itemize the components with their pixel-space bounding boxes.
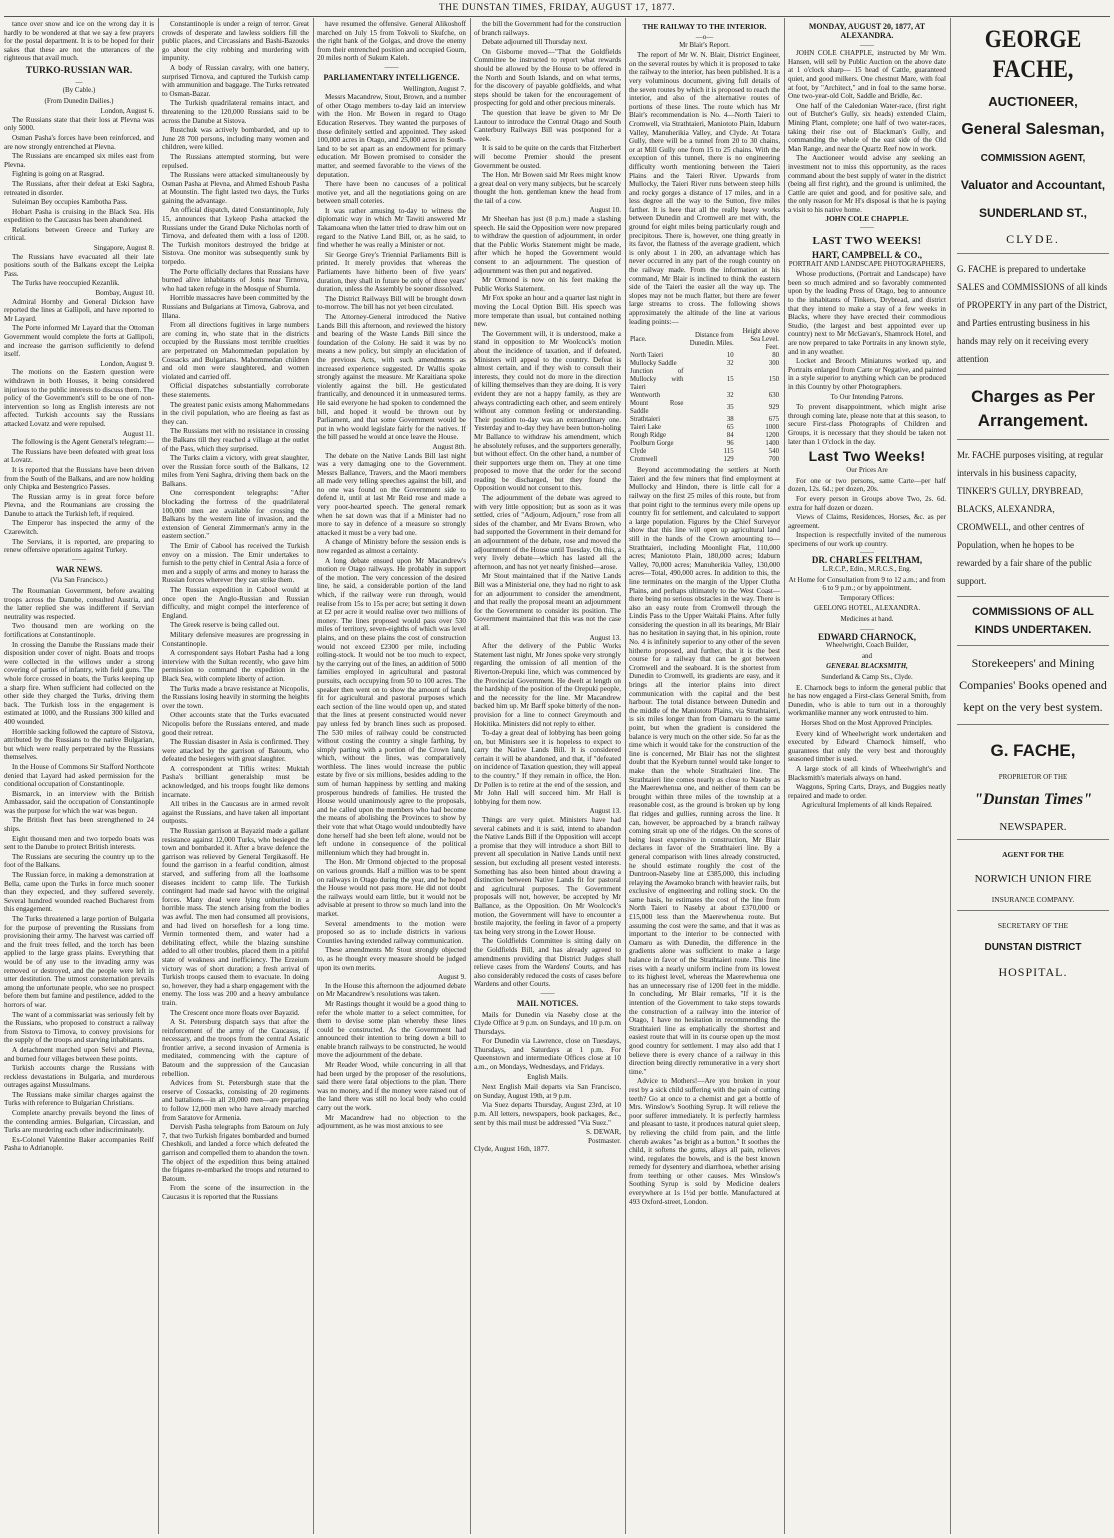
photo-ad-text: Locket and Brooch Miniatures worked up, and Portraits enlarged from Carte or Negative, and painted in a style superior to anything which can be produced in this Country by other Photographers. xyxy=(788,357,946,391)
column-rule xyxy=(950,18,951,1534)
doctor-note: Medicines at hand. xyxy=(840,615,894,624)
article-text: The Attorney-General introduced the Native Lands Bill this afternoon, and reviewed the history and bearing of the Waste Lands Bill since the foundation of the Colony. He said it was by no means a new policy, but simply an elucidation of the previous Acts, with such amendments as increased experience suggested. Dr Wallis spoke strongly against the measure. Mr Karaitiana spoke violently against the bill. He gesticulated frantically, and denounced it in unmeasured terms. He said everyone he had spoken to condemned the bill, and hoped it would be thrown out by Parliament, and that some Government would be put in who would legislate fairly for the natives. If the bill passed he would at once leave the House. xyxy=(317,313,466,442)
article-text: Next English Mail departs via San Francisco, on Sunday, August 19th, at 9 p.m. xyxy=(474,1083,621,1100)
table-row: Rough Ridge 84 1200 xyxy=(630,432,779,440)
article-text: In the House this afternoon the adjourned debate on Mr Macandrew's resolutions was taken. xyxy=(317,981,466,999)
photo-ad-text: To prevent disappointment, which might arise through coming late, please note that at this season, to secure First-class Photographs of Children and Groups, it is necessary that they should be taken not later than 1 O'clock in the day. xyxy=(788,403,946,446)
fache-insurance: INSURANCE COMPANY. xyxy=(991,895,1075,904)
article-text: The British fleet has been strengthened to 24 ships. xyxy=(4,816,154,834)
article-text: Several amendments to the motion were proposed so as to include districts in various Counties having extended railway communication. xyxy=(317,919,466,945)
charnock-implements: Agricultural Implements of all kinds Repaired. xyxy=(801,801,933,810)
doctor-quals: L.R.C.P., Edin., M.R.C.S., Eng. xyxy=(822,565,912,574)
article-text: Things are very quiet. Ministers have had several cabinets and it is said, intend to abandon the Native Lands Bill if the Opposition will accept a promise that they will introduce a short Bill to prevent all speculation in Native Lands until next session, but excluding all present vested interests. Something has also been hinted about drawing a distinction between Native Lands fit for pastoral and agricultural purposes. The Government proposals will not, however, be accepted by Mr Ballance, as the Opposition. On Mr Woolcock's motion, the Government will have to encounter a hostile majority, the feeling in favor of a property tax being very strong in the Lower House. xyxy=(474,816,621,936)
article-text: The Russian garrison at Bayazid made a gallant resistance against 12,000 Turks, who besieged the town and bombarded it. After a brave defence the garrison was relieved by General Tergikasoff. He found the garrison in a fearful condition, almost starved, and suffering from all the loathsome diseases incident to camp life. The Turkish contingent had made sad havoc with the original forces. Many dead were lying unburied in a horrible mass. The stench arising from the bodies was awful. The men had consumed all provisions, and had lived on horseflesh for a long time. Vermin tormented them, and water had a debilitating effect, while the blazing sunshine added to all other troubles, placed them in a pitiful state of weakness and inefficiency. The Erzeium victory was of short duration; a fresh arrival of Turkish troops caused them to evacuate. In doing so, however, they had a sharp engagement with the enemy. The loss was 200 and a heavy ambulance train. xyxy=(162,827,309,1007)
article-text: Mr Ormond is now on his feet making the Public Works Statement. xyxy=(474,276,621,293)
charnock-trade2: GENERAL BLACKSMITH, xyxy=(826,662,908,671)
article-text: The Russians are securing the country up to the foot of the Balkans. xyxy=(4,852,154,870)
divider xyxy=(957,596,1109,597)
table-row: North Taieri 10 80 xyxy=(630,352,779,360)
fache-norwich: NORWICH UNION FIRE xyxy=(974,873,1092,885)
divider xyxy=(957,253,1109,254)
article-text: All tribes in the Caucasus are in armed revolt against the Russians, and have taken all important outposts. xyxy=(162,800,309,826)
divider xyxy=(957,724,1109,725)
charnock-text: A large stock of all kinds of Wheelwright's and Blacksmith's materials always on hand. xyxy=(788,764,946,782)
fache-advertisement xyxy=(952,20,1114,1532)
auction-signature: JOHN COLE CHAPPLE. xyxy=(825,214,909,224)
photo-note: To Our Intending Patrons. xyxy=(830,392,904,401)
article-text: Fighting is going on at Rasgrad. xyxy=(12,170,105,179)
article-text: The following is the Agent General's telegram:— xyxy=(12,438,154,447)
fache-proprietor: PROPRIETOR OF THE xyxy=(998,773,1068,781)
article-text: Via Suez departs Thursday, August 23rd, at 10 p.m. All letters, newspapers, book packages, &c., sent by this mail must be addressed "Via Suez." xyxy=(474,1101,621,1127)
dateline: London, August 9. xyxy=(100,359,154,368)
charnock-text: Waggons, Spring Carts, Drays, and Buggies neatly repaired and made to order. xyxy=(788,783,946,800)
fache-services-text: G. FACHE is prepared to undertake SALES and COMMISSIONS of all kinds of PROPERTY in any part of the District, and Parties entrusting business in his hands may rely on it receiving every attention xyxy=(957,264,1108,364)
article-text: The motions on the Eastern question were withdrawn in both Houses, it being considered injurious to the public interests to discuss them. The policy of the Government's still to be one of non-intervention so long as English interests are not affected. Turkish accounts say the Russians attacked Lovatz and were repulsed. xyxy=(4,368,154,428)
table-row: Junction of Mullocky with Taieri 15 150 xyxy=(630,368,779,392)
article-subheading: (Via San Francisco.) xyxy=(50,576,108,585)
doctor-name: DR. CHARLES FELTHAM, xyxy=(811,555,923,566)
divider: — xyxy=(75,77,83,86)
article-text: The Russians were attacked simultaneously by Osman Pasha at Plevna, and Ahmed Eshoub Pasha at Mounstin. The fight lasted two days, the Turks gaining the advantage. xyxy=(162,171,309,205)
auction-text: The Auctioneer would advise any seeking an investment not to miss this opportunity, as the races command about the best supply of water in the district (being all first right), and the ground is unlimited, the Cattle are quiet and good, and for positive sale, and the only reason for Mr H's disposal is that he is paying a visit to his native home. xyxy=(788,154,946,214)
fache-street: SUNDERLAND ST., xyxy=(978,206,1087,220)
fache-district: DUNSTAN DISTRICT xyxy=(984,942,1082,953)
column-4 xyxy=(470,20,625,1532)
article-text: Horrible massacres have been committed by the Russians and Bulgarians at Tirnova, Gabrova, and Illana. xyxy=(162,294,309,320)
masthead: THE DUNSTAN TIMES, FRIDAY, AUGUST 17, 1877. xyxy=(438,3,676,13)
article-text: Suleiman Bey occupies Kambotha Pass. xyxy=(12,198,128,207)
article-text: Mr Rastings thought it would be a good thing to refer the whole matter to a select committee, for them to devise some plan whereby these lines could be constructed. As the Government had announced their intention to bring down a bill to enable branch railways to be constructed, he would move the adjournment of the debate. xyxy=(317,999,466,1060)
divider: —— xyxy=(384,62,399,71)
charnock-text: E. Charnock begs to inform the general public that he has now engaged a First-class General Smith, from Dunedin, who is able to turn out in a thoroughly workmanlike manner any work entrusted to him. xyxy=(788,683,946,718)
dateline: August 11. xyxy=(122,429,154,438)
photo-firm-name: HART, CAMPBELL & CO., xyxy=(811,250,923,261)
article-text: Official dispatches substantially corroborate these statements. xyxy=(162,382,309,399)
article-text: The Russian army is in great force before Plevna, and the Roumanians are crossing the Danube to attack the Turkish left, if required. xyxy=(4,492,154,518)
charnock-horses: Horses Shod on the Most Approved Principles. xyxy=(801,718,933,727)
article-text: Two thousand men are working on the fortifications at Constantinople. xyxy=(4,622,154,639)
article-text: The Russians make similar charges against the Turks with reference to Bulgarian Christians. xyxy=(4,1090,154,1108)
photo-ad-heading: LAST TWO WEEKS! xyxy=(812,235,922,248)
article-text: A body of Russian cavalry, with one battery, surprised Tirnova, and captured the Turkish camp with ammunition and baggage. The Turks retreated to Osman-Bazar. xyxy=(162,63,309,98)
article-text: The Russians are encamped six miles east from Plevna. xyxy=(4,152,154,169)
article-text: A correspondent says Hobart Pasha had a long interview with the Sultan recently, who gave him permission to command the expedition in the Black Sea, with complete liberty of action. xyxy=(162,649,309,683)
article-text: The Servians, it is reported, are preparing to renew offensive operations against Turkey. xyxy=(4,537,154,555)
article-text: It is reported that the Russians have been driven from the South of the Balkans, and are now holding only Chipka and Bestengrico Passes. xyxy=(4,465,154,492)
article-text: Constantinople is under a reign of terror. Great crowds of desperate and lawless soldiers fill the public places, and Circassians and Bashi-Bazouks go about the city robbing and murdering with impunity. xyxy=(162,20,309,63)
article-text: The Hon. Mr Bowen said Mr Rees might know a great deal on very many subjects, but he scarcely thought the hon. gentleman knew the head from the tail of a cow. xyxy=(474,171,621,205)
article-text: Osman Pasha's forces have been reinforced, and are now strongly entrenched at Plevna. xyxy=(4,133,154,151)
fache-charges: Charges as Per Arrangement. xyxy=(971,387,1095,430)
fache-name-2: G. FACHE, xyxy=(990,741,1076,760)
article-subheading: (By Cable.) xyxy=(62,85,96,94)
divider xyxy=(957,374,1109,375)
article-text: The Hon. Mr Ormond objected to the proposal on various grounds. Half a million was to be spent on railways in Otago during the year, and he hoped the House would not pass more. He did not doubt the railways would earn little, but it would not be advisable at present to throw so much land into the market. xyxy=(317,858,466,918)
column-6 xyxy=(784,20,950,1532)
article-heading: MAIL NOTICES. xyxy=(516,998,579,1008)
table-row: Clyde 115 540 xyxy=(630,448,779,456)
table-row: Poolburn Gorge 96 1400 xyxy=(630,440,779,448)
article-text: Relations between Greece and Turkey are critical. xyxy=(4,225,154,243)
article-subheading: Mr Blair's Report. xyxy=(679,40,730,49)
signature: S. DEWAR, xyxy=(586,1128,621,1137)
article-text: After the delivery of the Public Works Statement last night, Mr Jones spoke very strongly regarding the omission of all mention of the Riverton-Orepuki line, which was commenced by the Provincial Government. He dwelt at length on the hardship of the position of the Orepuki people, and the necessity for the line. Mr Macandrew backed him up. Mr Barff spoke bitterly of the non-provision for a line to connect Greymouth and Hokitika. Ministers did not reply to either. xyxy=(474,642,621,728)
article-text: The Russians met with no resistance in crossing the Balkans till they reached a village at the outlet of the Pass, which they surprised. xyxy=(162,427,309,453)
article-text: Horrible sacking followed the capture of Sistova, attributed by the Russians to the native Bulgarian, but which were really perpetrated by the Russians themselves. xyxy=(4,727,154,762)
article-text: In the House of Commons Sir Stafford Northcote denied that Layard had asked permission for the conditional occupation of Constantinople. xyxy=(4,762,154,789)
table-row: Strathtaieri 38 675 xyxy=(630,416,779,424)
dateline: August 13. xyxy=(589,633,621,642)
article-text: The debate on the Native Lands Bill last night was a very damaging one to the Government. Messrs Ballance, Travers, and the Maori members all made very telling speeches against the bill, and no one was found on the Government side to defend it, until at last Mr Reid rose and made a very poor-hearted speech. The general remark when he sat down was that if a Minister had no more to say in defence of a measure so strongly attacked it must be a very bad one. xyxy=(317,451,466,537)
article-text: The Russians, after their defeat at Eski Sagbra, retreated in disorder. xyxy=(4,179,154,197)
article-text: Debate adjourned till Thursday next. xyxy=(482,38,588,47)
fache-books: Storekeepers' and Mining Companies' Books opened and kept on the very best system. xyxy=(959,656,1107,714)
signature-title: Postmaster. xyxy=(588,1136,621,1145)
article-text: The Russians have been defeated with great loss at Lovatz. xyxy=(4,447,154,465)
divider xyxy=(957,910,1109,911)
photo-firm-sub: PORTRAIT AND LANDSCAPE PHOTOGRAPHERS, xyxy=(788,259,946,268)
article-text: The Porte officially declares that Russians have burned alive inhabitants of Jonis near Tirnova, who had taken refuge in the Mosque of Shumla. xyxy=(162,267,309,293)
article-text: The adjournment of the debate was agreed to with very little opposition; but as soon as it was settled, cries of "Adjourn, Adjourn," rose from all sides of the chamber, and Mr Evans Brown, who had supported the Government in their demand for an adjournment of the debate, rose and moved the adjournment of the House until Tuesday. On this, a very lively debate—which has lasted all the afternoon, and has not yet nearly finished—arose. xyxy=(474,494,621,571)
table-header: Distance from Dunedin. Miles. xyxy=(689,332,734,348)
article-text: The Turks claim a victory, with great slaughter, over the Russian force south of the Balkans, 12 miles from Yeni Saghra, driving them back on the Balkans. xyxy=(162,454,309,488)
dateline: London, August 6. xyxy=(100,107,154,116)
charnock-text: Every kind of Wheelwright work undertaken and executed by Edward Charnock himself, who guarantees that only the very best and thoroughly seasoned timber is used. xyxy=(788,729,946,764)
article-text: Turkish accounts charge the Russians with reckless devastations in Bulgaria, and murderous outrages against Mussulmans. xyxy=(4,1064,154,1090)
article-text: The Turks threatened a large portion of Bulgaria for the purpose of preventing the Russians from provisioning their army. The harvest was carried off and the fruit trees felled, and the torch has been applied to the large grass plains. Everything that would be of any use to the invading army was removed or destroyed, and the people were left in utter destitution. The utmost consternation prevails among the unfortunate people, who see no prospect before them but famine and pestilence, added to the horrors of war. xyxy=(4,915,154,1009)
article-text: The Greek reserve is being called out. xyxy=(170,621,280,630)
article-text: Bismarck, in an interview with the British Ambassador, said the occupation of Constantinople was the purpose for which the war was begun. xyxy=(4,789,154,815)
dateline: Bombay, August 10. xyxy=(95,289,154,298)
article-text: The question that leave be given to Mr De Lautour to introduce the Central Otago and South Canterbury Railways Bill was postponed for a week. xyxy=(474,108,621,143)
fache-agent: AGENT FOR THE xyxy=(1002,850,1064,859)
fache-newspaper: NEWSPAPER. xyxy=(999,821,1067,833)
article-text: To-day a great deal of lobbying has been going on, but Ministers see it is hopeless to expect to carry the Native Lands Bill. It is considered certain it will be abandoned, and that, if "defeated on incidence of Taxation question, they will appeal to the country." If they remain in office, the Hon. Dr Pollen is to retire at the end of the session, and Mr John Hall will succeed him. Mr Hall is lobbying for them now. xyxy=(474,729,621,806)
fache-secretary: SECRETARY OF THE xyxy=(997,921,1069,930)
table-header: Height above Sea Level. Feet. xyxy=(742,328,779,352)
article-text: A St. Petersburg dispatch says that after the reinforcement of the army of the Caucasus, if necessary, and the troops from the central Asiatic frontier arrive, a second invasion of Armenia is meditated, commencing with the capture of Batoum and the suppression of the Caucasian rebellion. xyxy=(162,1018,309,1078)
dateline: August 9. xyxy=(438,973,466,982)
article-text: tance over snow and ice on the wrong day it is hardly to be wondered at that we say a few prayers for the postal department. It is to be hoped for their sakes that these are not the utterances of the righteous that avail much. xyxy=(4,20,154,63)
column-1 xyxy=(0,20,158,1532)
article-text: the bill the Government had for the construction of branch railways. xyxy=(474,20,621,37)
article-text: The Porte informed Mr Layard that the Ottoman Government would complete the forts at Gallipoli, and increase the garrison sufficiently to defend itself. xyxy=(4,324,154,359)
table-row: Mount Rose Saddle 35 929 xyxy=(630,400,779,416)
prices-text: For every person in Groups above Two, 2s. 6d. extra for half dozen or dozen. xyxy=(788,494,946,512)
prices-text: Inspection is respectfully invited of the numerous specimens of our work up country. xyxy=(788,531,946,548)
article-text: Sir George Grey's Triennial Parliaments Bill is printed. It merely provides that whereas the Parliaments have hitherto been of five years' duration, they shall in future be only of three years' duration, unless the Assembly be sooner dissolved. xyxy=(317,250,466,294)
table-row: Taieri Lake 65 1000 xyxy=(630,424,779,432)
article-text: From all directions fugitives in large numbers are coming in, who state that in the districts occupied by the Russians most terrible cruelties are perpetrated on Mahommedan population by Cossacks and Bulgarians. Mahommedan children and old men were slaughtered, and women violated and carried off. xyxy=(162,321,309,381)
article-text: The District Railways Bill will be brought down to-morrow. The bill has not yet been circulated. xyxy=(317,294,466,312)
fache-visits-text: Mr. FACHE purposes visiting, at regular intervals in his business capacity, TINKER'S GULLY, DRYBREAD, BLACKS, ALEXANDRA, CROMWELL, and other centres of Population, when he hopes to be rewarded by a fair share of the public support. xyxy=(957,450,1104,586)
divider: —— xyxy=(540,988,555,997)
article-text: The greatest panic exists among Mahommedans in the civil population, who are fleeing as fast as they can. xyxy=(162,400,309,426)
article-text: One correspondent telegraphs: "After blockading the fortress of the quadrilateral 100,000 men are available for crossing the Balkans by the western line of invasion, and the extension of General Zimmerman's army in the eastern section." xyxy=(162,489,309,541)
top-rule xyxy=(4,16,1110,17)
prices-text: Views of Claims, Residences, Horses, &c. as per agreement. xyxy=(788,513,946,530)
article-text: The Russian expedition in Cabool would at once open the Anglo-Russian and Russian difficulty, and might compel the interference of England. xyxy=(162,586,309,620)
article-text: The Emir of Cabool has received the Turkish envoy on a mission. The Emir undertakes to furnish to the petty chief in Central Asia a force of men and a supply of arms and money to harass the Russian forces wherever they can strike them. xyxy=(162,542,309,585)
divider: —— xyxy=(860,624,874,633)
article-text: The Turks have reoccupied Kezanlik. xyxy=(12,279,120,288)
article-text: It was rather amusing to-day to witness the diplomatic way in which Mr Tawiti answered Mr Takamoana when the latter tried to draw him out on regard to the Native Land Bill, or, as he said, to find whether he was really a Minister or not. xyxy=(317,206,466,250)
article-text: A correspondent at Tiflis writes: Muktah Pasha's brilliant generalship must be acknowledged, and his troops fought like demons incarnate. xyxy=(162,764,309,799)
doctor-offices: Temporary Offices: xyxy=(839,593,895,602)
charnock-address: Sunderland & Camp Sts., Clyde. xyxy=(821,673,913,681)
table-row: Cromwell 129 700 xyxy=(630,456,779,464)
prices-heading: Our Prices Are xyxy=(846,466,888,475)
table-row: Mullocky Saddle 32 300 xyxy=(630,360,779,368)
auction-text: One half of the Caledonian Water-race, (first right out of Butcher's Gully, six heads) extended Claim, Mining Plant, complete; one half of two water-races, taking their rise out of Blackman's Gully, and commanding the whole of the east side of the Old Man Range, and near the Quartz Reef now in work. xyxy=(788,101,946,153)
article-text: Rustchuk was actively bombarded, and up to June 28 700 persons, including many women and children, were killed. xyxy=(162,126,309,152)
dateline: Singapore, August 8. xyxy=(93,244,154,253)
fache-title-auctioneer: AUCTIONEER, xyxy=(988,94,1078,109)
article-text: For Dunedin via Lawrence, close on Tuesdays, Thursdays, and Saturdays at 1 p.m. For Queenstown and intermediate Offices close at 10 a.m., on Mondays, Wednesdays, and Fridays. xyxy=(474,1037,621,1072)
article-text: Other accounts state that the Turks evacuated Nicopolis before the Russians entered, and made good their retreat. xyxy=(162,711,309,737)
article-text: The Goldfields Committee is sitting daily on the Goldfields Bill, and has already agreed to amendments providing that District Judges shall relieve cases from the Wardens' Courts, and has also considerably reduced the costs of cases before Wardens and other Courts. xyxy=(474,937,621,989)
article-text: The Russian force, in making a demonstration at Bella, came upon the Turks in force much sooner than they expected, and they suffered severely. Several hundred wounded reached Bucharest from this engagement. xyxy=(4,871,154,914)
charnock-trade: Wheelwright, Coach Builder, xyxy=(825,641,909,650)
article-text: Hobart Pasha is cruising in the Black Sea. His expedition to the Caucasus has been abandoned. xyxy=(4,207,154,225)
last-two-weeks-banner: Last Two Weeks! xyxy=(808,448,926,465)
article-text: Admiral Hornby and General Dickson have reported the lines at Gallipoli, and have reported to Mr Layard. xyxy=(4,297,154,323)
article-text: The Russian disaster in Asia is confirmed. They were attacked by the garrison of Batoum, who defeated the besiegers with great slaughter. xyxy=(162,738,309,764)
article-text: There have been no caucuses of a political motive yet, and all the negotiations going on are between small coteries. xyxy=(317,180,466,206)
article-text: It is said to be quite on the cards that Fitzherbert will become Premier should the present Government be ousted. xyxy=(474,144,621,170)
article-text: The Roumanian Government, before awaiting troops across the Danube, consulted Austria, and the latter replied she was indifferent if Servian neutrality was respected. xyxy=(4,587,154,621)
article-text: The want of a commissariat was seriously felt by the Russians, who proposed to construct a railway from Sistova to Tirnova, to convey provisions for the supply of the troops and starving inhabitants. xyxy=(4,1010,154,1045)
prices-text: For one or two persons, same Carte—per half dozen, 12s. 6d.; per dozen, 20s. xyxy=(788,476,946,494)
dateline: Wellington, August 7. xyxy=(403,84,466,93)
divider xyxy=(957,439,1109,440)
dateline: August 8th. xyxy=(432,442,466,451)
article-subheading: English Mails. xyxy=(527,1072,568,1081)
article-heading: TURKO-RUSSIAN WAR. xyxy=(25,65,133,76)
article-text: A detachment marched upon Selvi and Plevna, and burned four villages between these points. xyxy=(4,1045,154,1063)
altitude-table xyxy=(629,328,780,464)
column-2 xyxy=(158,20,313,1532)
dateline: August 10. xyxy=(589,206,621,215)
fache-title-salesman: General Salesman, xyxy=(961,121,1105,138)
article-text: The Turkish quadrilateral remains intact, and threatening to the 120,000 Russians said to be across the Danube at Sistova. xyxy=(162,99,309,125)
charnock-name: EDWARD CHARNOCK, xyxy=(817,631,916,642)
article-text: On Gisborne moved—"That the Goldfields Committee be instructed to report what rewards should be allowed by the House to be offered in the North and South Islands, and on what terms, for the discovery of payable goldfields, and what steps should be taken for the encouragement of prospecting for gold and other precious minerals. xyxy=(474,47,621,108)
column-5 xyxy=(625,20,784,1532)
divider: —— xyxy=(860,223,874,232)
article-text: The Government will, it is understood, make a stand in opposition to Mr Woolcock's motion about the incidence of taxation, and if defeated, Ministers will appeal to the country. Defeat is almost certain, and if they wish to consult their interests, they could not do more in the direction of killing themselves than they are doing. It is very evident they are not a happy family, as they are always contradicting each other, and seem entirely without any common feeling or understanding. Their position to-day was an extraordinary one. Yesterday and to-day they have been button-holing Mr Ballance to withdraw his amendment, which he absolutely refuses, and the supporters generally, but without effect. On the other hand, a number of their supporters urge them on. They at one time proposed to move that the order for the second reading be discharged, but they found the Opposition would not consent to this. xyxy=(474,329,621,493)
article-text: Complete anarchy prevails beyond the lines of the contending armies. Bulgarian, Circassian, and Turks are murdering each other indiscriminately. xyxy=(4,1109,154,1135)
fache-commissions: COMMISSIONS OF ALL KINDS UNDERTAKEN. xyxy=(972,606,1094,636)
column-3 xyxy=(313,20,470,1532)
article-text: Dervish Pasha telegraphs from Batoum on July 7, that two Turkish frigates bombarded and burned Cheshkoli, and landed a force which defeated the garrison and compelled them to abandon the town. The object of the expedition thus being attained the frigates re-embarked the troops and returned to Batoum. xyxy=(162,1123,309,1183)
article-text: A change of Ministry before the session ends is now regarded as almost a certainty. xyxy=(317,538,466,556)
divider: —— xyxy=(860,41,874,50)
article-text: The Turks made a brave resistance at Nicopolis, the Russians losing heavily in storming the heights over the town. xyxy=(162,684,309,710)
article-text: The Russians state that their loss at Plevna was only 5000. xyxy=(4,115,154,133)
doctor-hours: At Home for Consultation from 9 to 12 a.m.; and from 6 to 9 p.m.; or by appointment. xyxy=(788,575,946,593)
divider: —— xyxy=(72,554,86,563)
fache-hospital: HOSPITAL. xyxy=(998,965,1068,979)
fache-paper-name: "Dunstan Times" xyxy=(973,791,1093,808)
article-text: The Crescent once more floats over Bayazid. xyxy=(170,1008,300,1017)
article-text: Mr Stout maintained that if the Native Lands Bill was a Ministerial one, they had no right to ask for an adjournment to consider the amendment, and that really the proposal meant an adjournment for the Government to consider its position. The Government maintained that this was not the case at all. xyxy=(474,572,621,632)
article-text: Ex-Colonel Valentine Baker accompanies Reilf Pasha to Adrianople. xyxy=(4,1135,154,1153)
article-text: Beyond accommodating the settlers at North Taieri and the few miners that find employment at Mullocky and Hindon, there is little call for a railway on the first 25 miles of this route, but from that point right to the terminus every mile opens up country fit for settlement, and calculated to support a large population. Figures by the Chief Surveyor show that this line will open up agricultural land still in the hands of the Crown amounting to—Strathtaieri, including Moonlight Flat, 110,000 acres; Maniototo Plain, 180,000 acres; Idaburn Valley, 70,000 acres; Manuherikia Valley, 130,000 acres—Total, 490,000 acres. In addition to this, the line terminates on the margin of the Upper Clutha Plains, and perhaps ultimately to the West Coast—there being no serious obstacles in the way. There is also an easy route from Cromwell through the Lindis Pass to the Upper Waitaki Plains. After fully considering the question in all its bearings, Mr Blair has no hesitation in saying that, in his opinion, route No. 4 is infinitely superior to any other of the seven hitherto proposed, and further, that it is the best course for a railway that can be got between Cromwell and the seaboard. It is the shortest from Dunedin to Cromwell, its gradients are easy, and it brings all the interior plains into direct communication with the capital and the best harbour. The total distance between Dunedin and the middle of the Maniototo Plains, via Strathtaieri, is six miles longer than from Oamaru to the same point, but when the gradient is considered the balance is very much on the other side. So far as the time which it would take for the construction of the line is concerned, Mr Blair has not the slightest doubt that the Kyeburn tunnel would take longer to make than the whole Strathtaieri line. The Strathtaieri line comes nearly as close to Naseby as the Maerewhenua one, and neither of them can be brought within three miles of the township at a reasonable cost, as the ground is broken up by long flat ridges and gullies, running across the line. It can, however, be approached by a branch railway coming strait up one of the ridges. On the scores of being least expensive in construction, Mr Blair declares in favor of the Strathtaieri line. By a general comparison with lines already constructed, he should estimate roughly the cost of the Duntroon-Naseby line at £385,000, this including relaying the Awamoko branch with heavier rails, but exclusive of engineering and rolling stock. On the same basis, he estimates the cost of the line from North Taieri to Naseby at about £370,000 or £15,000 less than the Maerewhenua route. But assuming the cost were the same, and that it was as important to the interior to be connected with Oamaru as with Dunedin, the difference in the gradients alone was sufficient to make a large balance in favor of the Strathtaieri route. This line rises with a nearly uniform incline from its lowest to its highest level, whereas the Maerewhenua one has an unnecessary rise of 1200 feet in the middle. In concluding, Mr Blair remarks, "If it is the intention of the Government to take steps towards the construction of a railway into the interior of Otago, I have no hesitation in recommending the Strathtaieri line as emphatically the shortest and easiest route that will in its course open up the most good country for settlement. I may also add that I believe there is every chance of a railway in this direction being directly remunerative in a very short time." xyxy=(629,466,780,1076)
article-text: Messrs Macandrew, Stout, Brown, and a number of other Otago members to-day laid an interview with the Hon. Mr Bowen in regard to Otago Education Reserves. They wanted the purposes of these definitely settled and appointed. They asked 100,000 acres in Otago, and 25,000 acres in South-land to be set apart as an endowment for primary education. Mr Bowen promised to consider the matter, and seemed favorable to the views of the deputation. xyxy=(317,93,466,179)
article-text: The Emperor has inspected the army of the Czarewitch. xyxy=(4,519,154,537)
article-text: Eight thousand men and two torpedo boats was sent to the Danube to protect British interests. xyxy=(4,834,154,852)
divider: —— xyxy=(860,548,874,557)
article-text: The Russians have evacuated all their late positions south of the Balkans except the Leipka Pass. xyxy=(4,252,154,278)
auction-text: JOHN COLE CHAPPLE, instructed by Mr Wm. Hansen, will sell by Public Auction on the above date at 1 o'clock sharp— 15 head of Cattle, guaranteed quiet, and good milkers. One chestnut Mare, with foal at foot, by "Architect," and in foal to the same horse. One two-year-old Colt, Saddle and Bridle, &c. xyxy=(788,49,946,101)
divider xyxy=(957,645,1109,646)
article-text: These amendments Mr Stout strongly objected to, as he thought every measure should be judged upon its own merits. xyxy=(317,946,466,972)
article-text: Mails for Dunedin via Naseby close at the Clyde Office at 9 p.m. on Sundays, and 10 p.m. on Thursdays. xyxy=(474,1010,621,1036)
article-text: The Russians attempted storming, but were repulsed. xyxy=(162,152,309,170)
doctor-hotel: GEELONG HOTEL, ALEXANDRA. xyxy=(813,604,921,613)
article-text: Mr Reader Wood, while concurring in all that had been urged by the proposer of the resolutions, said there were fatal objections to the plan. There was no money, and if the money were raised out of the land there was still no local body who could carry out the work. xyxy=(317,1061,466,1113)
article-text: An official dispatch, dated Constantinople, July 15, announces that Lykeop Pasha attacked the Russians under the Grand Duke Nicholas north of Tirnova, and defeated them with a loss of 1200. The Turkish monitors destroyed the bridge at Sistova. One monitor was subsequently sunk by torpedo. xyxy=(162,206,309,267)
article-subheading: (From Dunedin Dailies.) xyxy=(44,96,114,105)
divider xyxy=(957,839,1109,840)
fache-town: CLYDE. xyxy=(1006,232,1060,246)
article-text: A long debate ensued upon Mr Macandrew's motion re Otago railways. He probably in support of the motion. The very concession of the desired line, he said, a considerable portion of the land which, if the railway were run through, would realise from 15s to 15s per acre; but setting it down at £2 per acre it would realise over two millions of money. The lines proposed would pass over 530 miles of territory, seven-eighths of which was level plains, and on these plains the cost of construction would not exceed £2300 per mile, including rolling-stock. It would not be too much to expect, by the carrying out of the lines, an addition of 5000 families employed in agricultural and pastoral pursuits, each occupying from 50 to 100 acres. The speaker then went on to show the amount of lands fit for agricultural and pastoral purposes which each section of the line would open up, and stated that the lines at present constructed would never pay unless fed by branch lines such as proposed. The 530 miles of railway could be constructed without costing the country a single farthing, by simply parting with a portion of the Crown land, which, without the lines, was comparatively worthless. The lines would increase the public estate by five or six millions, besides adding to the sum of human happiness by settling and making prosperous hundreds of families. He trusted the House would unanimously agree to the proposals, and he called upon the members who had become the means of abolishing the Provinces to show by their vote that what Otago would undoubtedly have done herself had she been left alone, would not be left undone in consequence of the political millennium which they had brought in. xyxy=(317,556,466,857)
fache-name: GEORGE FACHE, xyxy=(984,24,1082,83)
article-text: From the scene of the insurrection in the Caucasus it is reported that the Russians xyxy=(162,1184,309,1201)
article-text: Mr Macandrew had no objection to the adjournment, as he was most anxious to see xyxy=(317,1113,466,1131)
article-text: have resumed the offensive. General Alikoshoff marched on July 15 from Tokvoli to Skufche, on the right bank of the Golgas, and drove the enemy from their entrenched position and occupied Goum, 20 miles north of Sukum Kaleh. xyxy=(317,20,466,63)
fache-title-commission: COMMISSION AGENT, xyxy=(980,153,1086,164)
article-text: Mr Fox spoke an hour and a quarter last night in moving the Local Option Bill. His speech was more temperate than usual, but contained nothing new. xyxy=(474,294,621,329)
table-header: Place. xyxy=(630,336,647,344)
article-heading: WAR NEWS. xyxy=(55,564,103,574)
article-text: Advices from St. Petersburgh state that the reserve of Cossacks, consisting of 20 regiments and battalions—in all 20,000 men—are preparing to follow 12,000 men who have already marched from Saratove for Armenia. xyxy=(162,1079,309,1122)
article-text: The report of Mr W. N. Blair, District Engineer, on the several routes by which it is proposed to take the railway to the interior, has been published. It is a very voluminous document, giving full details of the seven routes by which it is proposed to reach the interior, and also of the alternative routes of portions of these lines. The route which has Mr Blair's recommendation is No. 4—North Taieri to Cromwell, via Strathtaieri, Maniototo Plain, Idaburn Valley, Manuherikia Valley, and Clyde. At Totara Gully, there will be a tunnel from 20 to 30 chains, or at Mill Gully one from 15 to 25 chains. With the exception of this tunnel, there is no engineering difficulty worth mentioning between the Taieri Plains and the Taieri River. Upwards from Mullocky, the Taieri River runs between steep hills and rocky gorges a distance of 17 miles, and in a less degree all the way to the Sutton, five miles farther. It is here that all the really heavy works between Dunedin and Cromwell are met with, the ground for eight miles being particularly rough and precipitous. There is, however, one thing greatly in its favor, the flatness of the average gradient, which is only about 1 in 200, an advantage which has never occurred in any part of the rough country on the railway made. From the information at his command, Mr Blair is inclined to think the eastern side of the Taieri the easier all the way up. The slopes may not be much flatter, but there are fewer large streams to cross. The following shows approximately the altitude of the line at various leading points:— xyxy=(629,51,780,326)
divider: —o— xyxy=(695,32,714,41)
charnock-and: and xyxy=(861,651,873,660)
article-text: In crossing the Danube the Russians made their disposition under cover of night. Boats and troops were collected in the willows under a strong covering of parties of infantry, with field guns. The whole force crossed in boats, the Turks keeping up a sharp fire. When sufficient had collected on the other side they charged the Turks, driving them back. The Turkish loss in the engagement is estimated at 1000, and the Russians 300 killed and 400 wounded. xyxy=(4,640,154,726)
table-row: Wentworth 32 630 xyxy=(630,392,779,400)
dateline: Clyde, August 16th, 1877. xyxy=(474,1145,550,1154)
article-heading: PARLIAMENTARY INTELLIGENCE. xyxy=(323,72,460,82)
article-text: Mr Sheehan has just (8 p.m.) made a slashing speech. He said the Opposition were now prepared to withdraw the question of adjournment, in order that the Public Works Statement might be made, after which he hoped the Government would consent to an adjournment. The question of adjournment was then put and negatived. xyxy=(474,215,621,275)
dateline: August 13. xyxy=(589,807,621,816)
fache-title-valuator: Valuator and Accountant, xyxy=(960,178,1106,192)
article-text: Advice to Mothers!—Are you broken in your rest by a sick child suffering with the pain of cutting teeth? Go at once to a chemist and get a bottle of Mrs. Winslow's Soothing Syrup. It will relieve the poor sufferer immediately. It is perfectly harmless and pleasant to taste, it produces natural quiet sleep, by relieving the child from pain, and the little cherub awakes "as bright as a button." It soothes the child, it softens the gums, allays all pain, relieves wind, regulates the bowels, and is the best known remedy for dysentery and diarrhoea, whether arising from teething or other causes. Mrs Winslow's Soothing Syrup is sold by Medicine dealers everywhere at 1s 1½d per bottle. Manufactured at 493 Oxford-street, London. xyxy=(629,1077,780,1206)
photo-ad-text: Whose productions, (Portrait and Landscape) have been so much admired and so favorably commented upon by the leading Press of Otago, beg to announce to the inhabitants of Tinkers, Drybread, and district that they intend to make a stay of a few weeks in Blacks, where they have erected their commodious Studio, (the largest and best appointed ever up country) next to Mr McGavan's, Shamrock Hotel, and are now prepared to take Portraits in any known style, and in any weather. xyxy=(788,270,946,356)
auction-date: MONDAY, AUGUST 20, 1877, AT ALEXANDRA. xyxy=(808,22,926,40)
article-heading: THE RAILWAY TO THE INTERIOR. xyxy=(642,22,767,31)
article-text: Military defensive measures are progressing in Constantinople. xyxy=(162,630,309,648)
